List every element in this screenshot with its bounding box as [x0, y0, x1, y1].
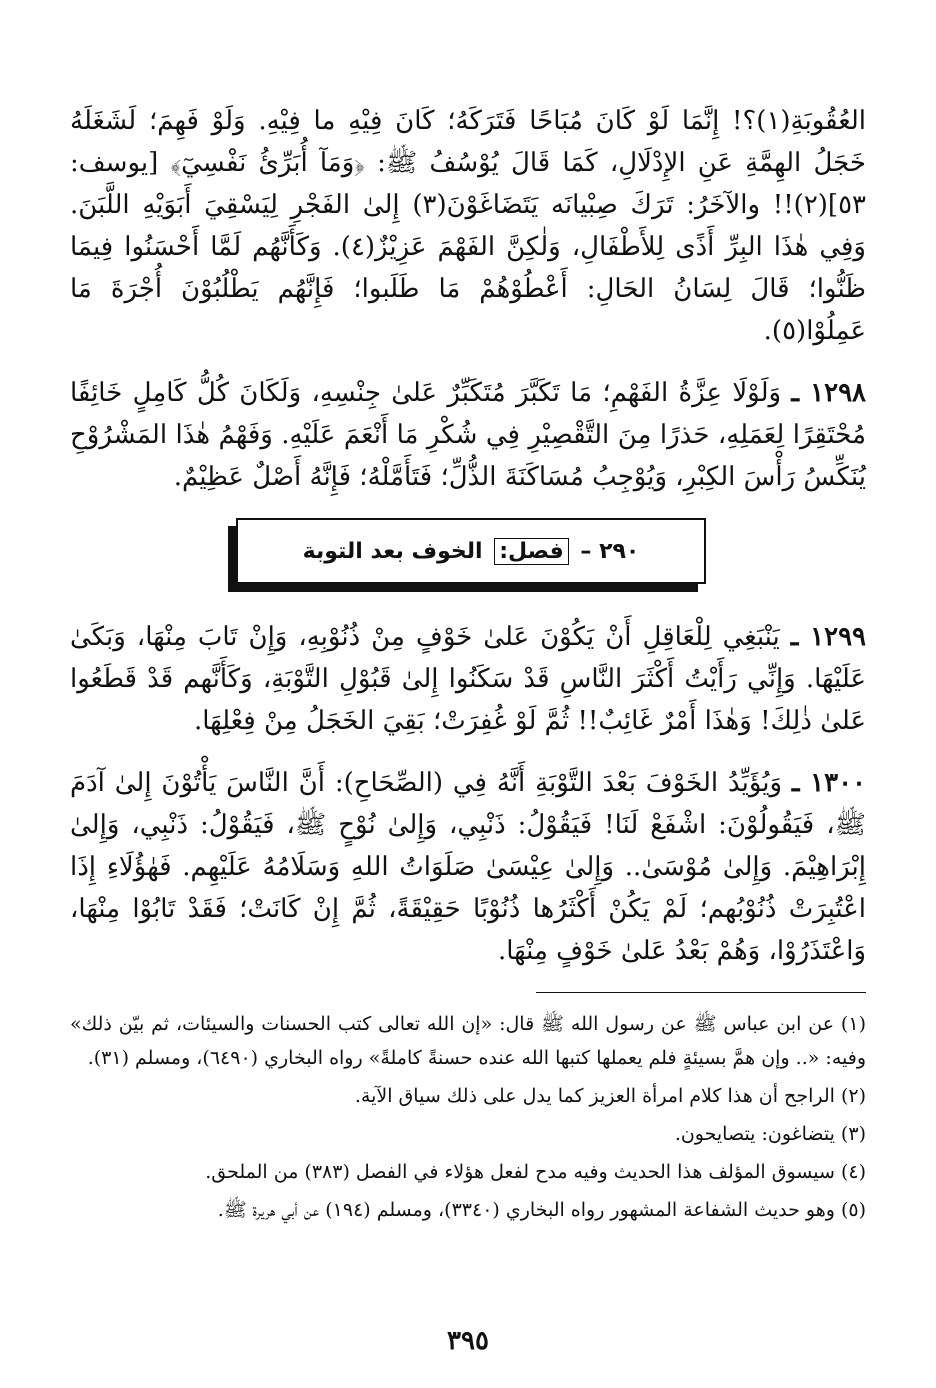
paragraph-1299 [70, 616, 866, 742]
paragraph-text: وَلَوْلَا عِزَّةُ الفَهْمِ؛ مَا تَكَبَّرَ مُتَكَبِّرٌ عَلىٰ جِنْسِهِ، وَلَكَانَ كُلُّ كَامِلٍ خَائِفًا مُحْتَقِرًا لِعَمَلِهِ، حَذرًا مِنَ التَّقْصِيْرِ فِي شُكْرِ مَا أَنْعَمَ عَلَيْهِ. وَفَهْمُ هٰذَا المَشْرُوْحِ يُنَكِّسُ رَأْسَ الكِبْرِ، وَيُوْجِبُ مُسَاكَنَةَ الذُّلِّ؛ فَتَأَمَّلْهُ؛ فَإِنَّهُ أَصْلٌ عَظِيْمٌ. [70, 378, 866, 492]
paragraph-continuation [70, 100, 866, 352]
footnote: (٢) الراجح أن هذا كلام امرأة العزيز كما يدل على ذلك سياق الآية. [354, 1085, 866, 1107]
chapter-heading-box [236, 518, 706, 584]
paragraph-number: ١٢٩٨ ـ [791, 378, 866, 408]
footnote: (٣) يتضاغون: يتصايحون. [674, 1123, 866, 1145]
paragraph-text: يَنْبَغِي لِلْعَاقِلِ أَنْ يَكُوْنَ عَلىٰ خَوْفٍ مِنْ ذُنُوْبِهِ، وَإِنْ تَابَ مِنْهَا، وَبَكَىٰ عَلَيْهَا. وَإِنِّي رَأَيْتُ أَكْثَرَ النَّاسِ قَدْ سَكَنُوا إِلىٰ قَبُوْلِ التَّوْبَةِ، وَكَأَنَّهم قَدْ قَطَعُوا عَلىٰ ذٰلِكَ! وَهٰذَا أَمْرٌ غَائِبٌ!! ثُمَّ لَوْ غُفِرَتْ؛ بَقِيَ الخَجَلُ مِنْ فِعْلِهَا. [70, 622, 866, 736]
paragraph-text: وَيُؤَيِّدُ الخَوْفَ بَعْدَ التَّوْبَةِ أَنَّهُ فِي (الصِّحَاحِ): أَنَّ النَّاسَ يَأْتُوْنَ إِلىٰ آدَمَ ﷺ، فَيَقُولُوْنَ: اشْفَعْ لَنَا! فَيَقُوْلُ: ذَنْبِي، وَإِلىٰ نُوْحٍ ﷺ، فَيَقُوْلُ: ذَنْبِي، وَإِلىٰ إِبْرَاهِيْمَ. وَإِلىٰ مُوْسَىٰ.. وَإِلىٰ عِيْسَىٰ صَلَوَاتُ اللهِ وَسَلَامُهُ عَلَيْهِم. فَهٰؤُلَاءِ إِذَا اعْتُبِرَتْ ذُنُوْبُهم؛ لَمْ يَكُنْ أَكْثَرُها ذُنُوْبًا حَقِيْقَةً، ثُمَّ إِنْ كَانَتْ؛ فَقَدْ تَابُوْا مِنْهَا، وَاعْتَذَرُوْا، وَهُمْ بَعْدُ عَلىٰ خَوْفٍ مِنْهَا. [70, 768, 866, 966]
chapter-label: فصل: [494, 538, 569, 565]
paragraph-1300 [70, 762, 866, 972]
chapter-number: ٢٩٠ – [572, 538, 640, 564]
footnote: (٤) سيسوق المؤلف هذا الحديث وفيه مدح لفعل هؤلاء في الفصل (٣٨٣) من الملحق. [205, 1161, 866, 1183]
page-number: ٣٩٥ [447, 1326, 489, 1356]
paragraph-text: العُقُوبَةِ(١)؟! إِنَّمَا لَوْ كَانَ مُبَاحًا فَتَرَكَهُ؛ كَانَ فِيْهِ ما فِيْهِ. وَلَوْ فَهِمَ؛ لَشَغَلَهُ خَجَلُ الهِمَّةِ عَنِ الإِدْلَالِ، كَمَا قَالَ يُوْسُفُ ﷺ: ﴿وَمَآ أُبَرِّئُ نَفْسِيٓ﴾ [يوسف: ٥٣](٢)!! والآخَرُ: تَرَكَ صِبْيانَه يَتَضَاغَوْنَ(٣) إِلىٰ الفَجْرِ لِيَسْقِيَ أَبَوَيْهِ اللَّبَنَ. وَفِي هٰذَا البِرِّ أَذًى لِلأَطْفَالِ، وَلٰكِنَّ الفَهْمَ عَزِيْزٌ(٤). وَكَأَنَّهُم لَمَّا أَحْسَنُوا فِيمَا ظَنُّوا؛ قَالَ لِسَانُ الحَالِ: أَعْطُوْهُمْ مَا طَلَبوا؛ فَإِنَّهُم يَطْلُبُوْنَ أُجْرَةَ مَا عَمِلُوْا(٥). [70, 106, 867, 346]
page-body [70, 100, 866, 1231]
paragraph-1298 [70, 372, 866, 498]
chapter-title [303, 539, 640, 564]
footnote: (٥) وهو حديث الشفاعة المشهور رواه البخاري (٣٣٤٠)، ومسلم (١٩٤) عن أبي هريرة ﷺ. [217, 1199, 866, 1221]
paragraph-number: ١٢٩٩ ـ [790, 622, 866, 652]
footnote-separator [536, 992, 866, 993]
footnote: (١) عن ابن عباس ﷺ عن رسول الله ﷺ قال: «إن الله تعالى كتب الحسنات والسيئات، ثم بيّن ذلك» وفيه: «.. وإن همَّ بسيئةٍ فلم يعملها كتبها الله عنده حسنةً كاملةً» رواه البخاري (٦٤٩٠)، ومسلم (٣١). [70, 1013, 866, 1069]
chapter-title-text: الخوف بعد التوبة [302, 538, 491, 564]
footnotes [70, 1007, 866, 1227]
chapter-heading [230, 518, 706, 592]
paragraph-number: ١٣٠٠ ـ [791, 768, 866, 798]
